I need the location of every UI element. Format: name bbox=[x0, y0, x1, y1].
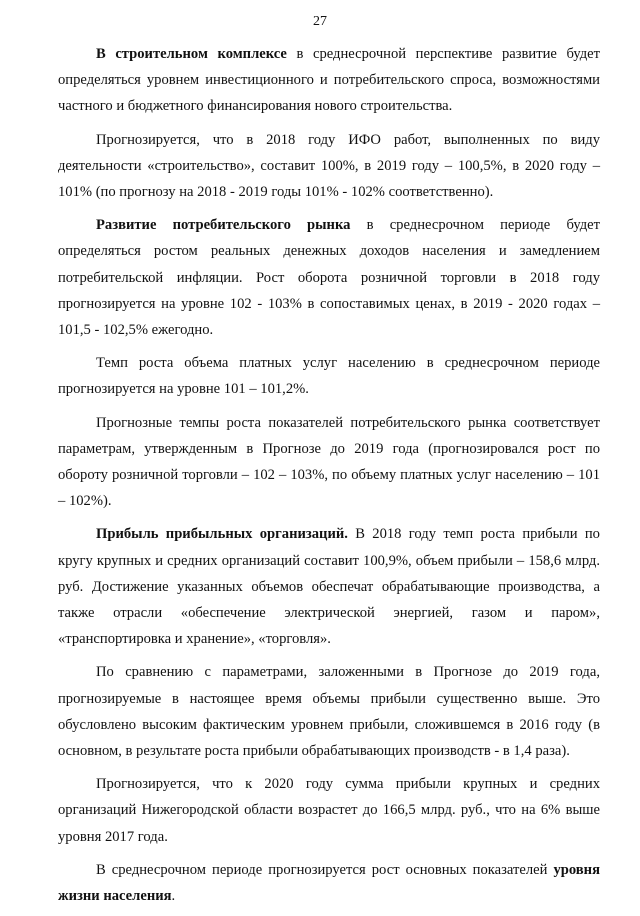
paragraph-paid-services bbox=[58, 350, 600, 402]
paragraph-profit-comparison bbox=[58, 659, 600, 764]
paragraph-construction bbox=[58, 41, 600, 120]
page-number: 27 bbox=[313, 14, 327, 29]
bold-tail: уровня жизни населения bbox=[58, 861, 600, 905]
paragraph-text: В 2018 году темп роста прибыли по кругу крупных и средних организаций составит 100,9%, объем прибыли – 158,6 млрд. руб. Достижение указанных объемов обеспечат обрабатывающие производства, а также отрасли «обеспечение электрической энергией, газом и паром», «транспортировка и хранение», «торговля». bbox=[58, 526, 600, 648]
paragraph-text: Прогнозируется, что в 2018 году ИФО работ, выполненных по виду деятельности «строительство», составит 100%, в 2019 году – 100,5%, в 2020 году – 101% (по прогнозу на 2018 - 2019 годы 101% - 102% соответственно). bbox=[58, 131, 600, 201]
paragraph-market-parameters bbox=[58, 410, 600, 515]
paragraph-text: Прогнозные темпы роста показателей потребительского рынка соответствует параметрам, утвержденным в Прогнозе до 2019 года (прогнозировался рост по обороту розничной торговли – 102 – 103%, по объему платных услуг населению – 101 – 102%). bbox=[58, 414, 600, 510]
bold-lead: Прибыль прибыльных организаций. bbox=[96, 526, 348, 543]
paragraph-period: . bbox=[171, 888, 176, 905]
paragraph-text: Прогнозируется, что к 2020 году сумма прибыли крупных и средних организаций Нижегородской области возрастет до 166,5 млрд. руб., что на 6% выше уровня 2017 года. bbox=[58, 776, 600, 845]
paragraph-text: По сравнению с параметрами, заложенными в Прогнозе до 2019 года, прогнозируемые в настоящее время объемы прибыли существенно выше. Это обусловлено высоким фактическим уровнем прибыли, сложившемся в 2016 году (в основном, в результате роста прибыли обрабатывающих производств - в 1,4 раза). bbox=[58, 664, 600, 760]
paragraph-text: в среднесрочном периоде будет определяться ростом реальных денежных доходов населения и замедлением потребительской инфляции. Рост оборота розничной торговли в 2018 году прогнозируется на уровне 102 - 103% в сопоставимых ценах, в 2019 - 2020 годах – 101,5 - 102,5% ежегодно. bbox=[58, 217, 600, 339]
paragraph-profit bbox=[58, 521, 600, 652]
paragraph-text: Темп роста объема платных услуг населению в среднесрочном периоде прогнозируется на уровне 101 – 101,2%. bbox=[58, 355, 600, 398]
bold-lead: Развитие потребительского рынка bbox=[96, 217, 351, 234]
bold-lead: В строительном комплексе bbox=[96, 46, 287, 62]
paragraph-construction-forecast bbox=[58, 127, 600, 206]
paragraph-living-standards bbox=[58, 857, 600, 909]
paragraph-text: В среднесрочном периоде прогнозируется рост основных показателей bbox=[96, 861, 554, 878]
paragraph-consumer-market bbox=[58, 212, 600, 343]
document-body bbox=[58, 41, 600, 916]
paragraph-profit-2020 bbox=[58, 771, 600, 850]
paragraph-text: в среднесрочной перспективе развитие будет определяться уровнем инвестиционного и потребительского спроса, возможностями частного и бюджетного финансирования нового строительства. bbox=[58, 46, 600, 115]
